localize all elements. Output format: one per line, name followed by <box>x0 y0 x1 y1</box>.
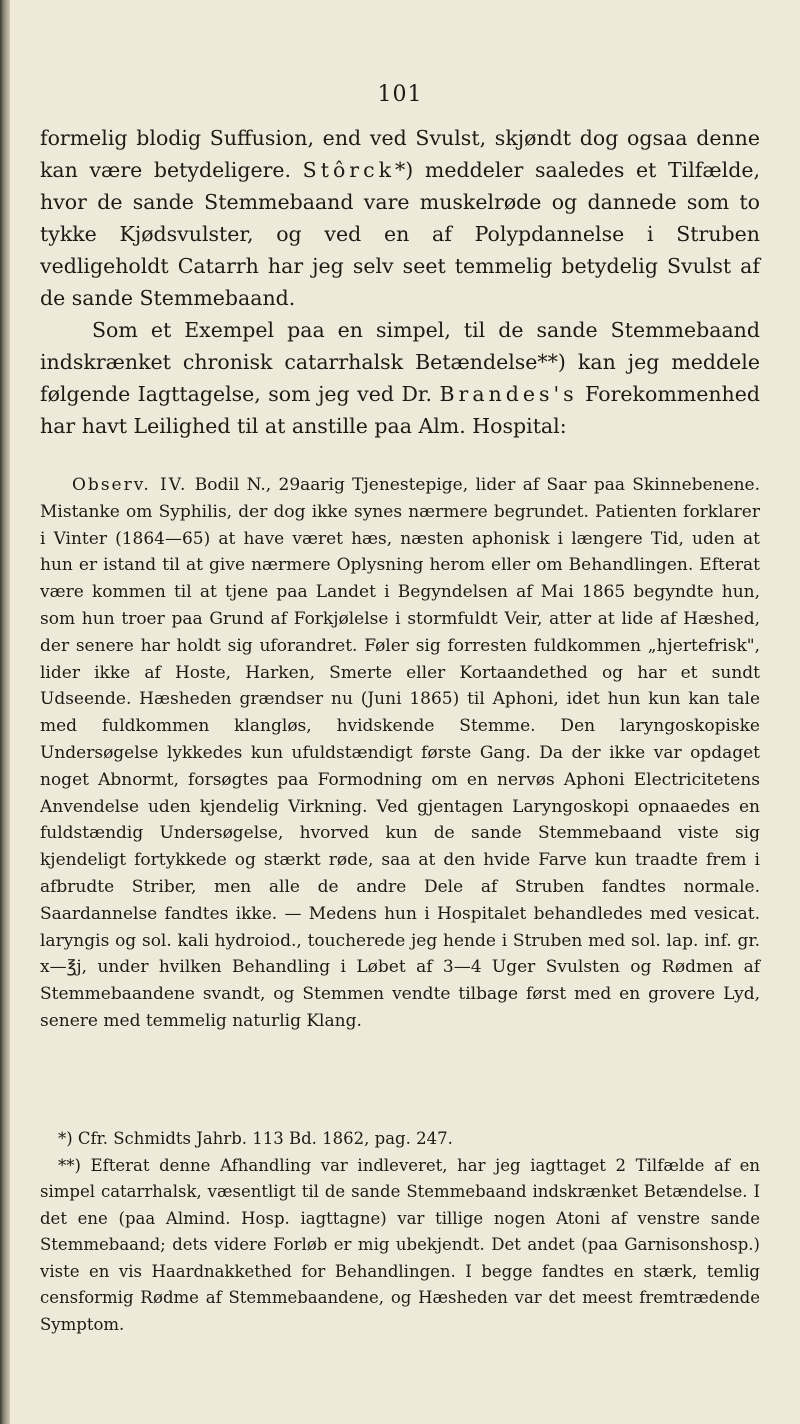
footnote-1: *) Cfr. Schmidts Jahrb. 113 Bd. 1862, pag. 247. <box>58 1129 453 1148</box>
observation-text: Bodil N., 29aarig Tjenestepige, lider af Saar paa Skinnebenene. Mistanke om Syphilis, der dog ikke synes nærmere begrundet. Patienten forklarer i Vinter (1864—65) at have været hæs, næsten aphonisk i længere Tid, uden at hun er istand til at give nærmere Oplysning herom eller om Behandlingen. Efterat være kommen til at tjene paa Landet i Begyndelsen af Mai 1865 begyndte hun, som hun troer paa Grund af Forkjølelse i stormfuldt Veir, atter at lide af Hæshed, der senere har holdt sig uforandret. Føler sig forresten fuldkommen „hjertefrisk", lider ikke af Hoste, Harken, Smerte eller Kortaandethed og har et sundt Udseende. Hæsheden grændser nu (Juni 1865) til Aphoni, idet hun kun kan tale med fuldkommen klangløs, hvidskende Stemme. Den laryngoskopiske Undersøgelse lykkedes kun ufuldstændigt første Gang. Da der ikke var opdaget noget Abnormt, forsøgtes paa Formodning om en nervøs Aphoni Electricitetens Anvendelse uden kjendelig Virkning. Ved gjentagen Laryngoskopi opnaaedes en fuldstændig Undersøgelse, hvorved kun de sande Stemmebaand viste sig kjendeligt fortykkede og stærkt røde, saa at den hvide Farve kun traadte frem i afbrudte Striber, men alle de andre Dele af Struben fandtes normale. Saardannelse fandtes ikke. — Medens hun i Hospitalet behandledes med vesicat. laryngis og sol. kali hydroiod., toucherede jeg hende i Struben med sol. lap. inf. gr. x—℥j, under hvilken Behandling i Løbet af 3—4 Uger Svulsten og Rødmen af Stemmebaandene svandt, og Stemmen vendte tilbage først med en grovere Lyd, senere med temmelig naturlig Klang. <box>40 475 760 1031</box>
paragraph-2-rest: Forekommenhed har havt Leilighed til at anstille paa Alm. Hospital: <box>40 382 760 438</box>
author-name-brandes: Brandes's <box>439 382 578 406</box>
footnotes <box>40 1126 760 1338</box>
paragraph-1-rest: *) meddeler saaledes et Tilfælde, hvor de sande Stemmebaand vare muskelrøde og dannede som to tykke Kjødsvulster, og ved en af Polypdannelse i Struben vedligeholdt Catarrh har jeg selv seet temmelig betydelig Svulst af de sande Stemmebaand. <box>40 158 760 310</box>
author-name-storck: Stôrck <box>302 158 395 182</box>
paragraph-1 <box>40 122 760 314</box>
paragraph-2-text: Som et Exempel paa en simpel, til de sande Stemmebaand indskrænket chronisk catarrhalsk Betændelse**) kan jeg meddele følgende Iagttagelse, som jeg ved Dr. <box>40 318 760 406</box>
footnote-2: **) Efterat denne Afhandling var indleveret, har jeg iagttaget 2 Tilfælde af en simpel catarrhalsk, væsentligt til de sande Stemmebaand indskrænket Betændelse. I det ene (paa Almind. Hosp. iagttagne) var tillige nogen Atoni af venstre sande Stemmebaand; dets videre Forløb er mig ubekjendt. Det andet (paa Garnisonshosp.) viste en vis Haardnakkethed for Behandlingen. I begge fandtes en stærk, temlig censformig Rødme af Stemmebaandene, og Hæsheden var det meest fremtrædende Symptom. <box>40 1155 760 1334</box>
observation-label: Observ. IV. <box>72 475 188 495</box>
observation-block <box>40 472 760 1035</box>
main-text <box>40 122 760 442</box>
page-number: 101 <box>377 82 423 107</box>
paragraph-1-text: formelig blodig Suffusion, end ved Svulst, skjøndt dog ogsaa denne kan være betydeligere. <box>40 126 760 182</box>
paragraph-2 <box>40 314 760 442</box>
